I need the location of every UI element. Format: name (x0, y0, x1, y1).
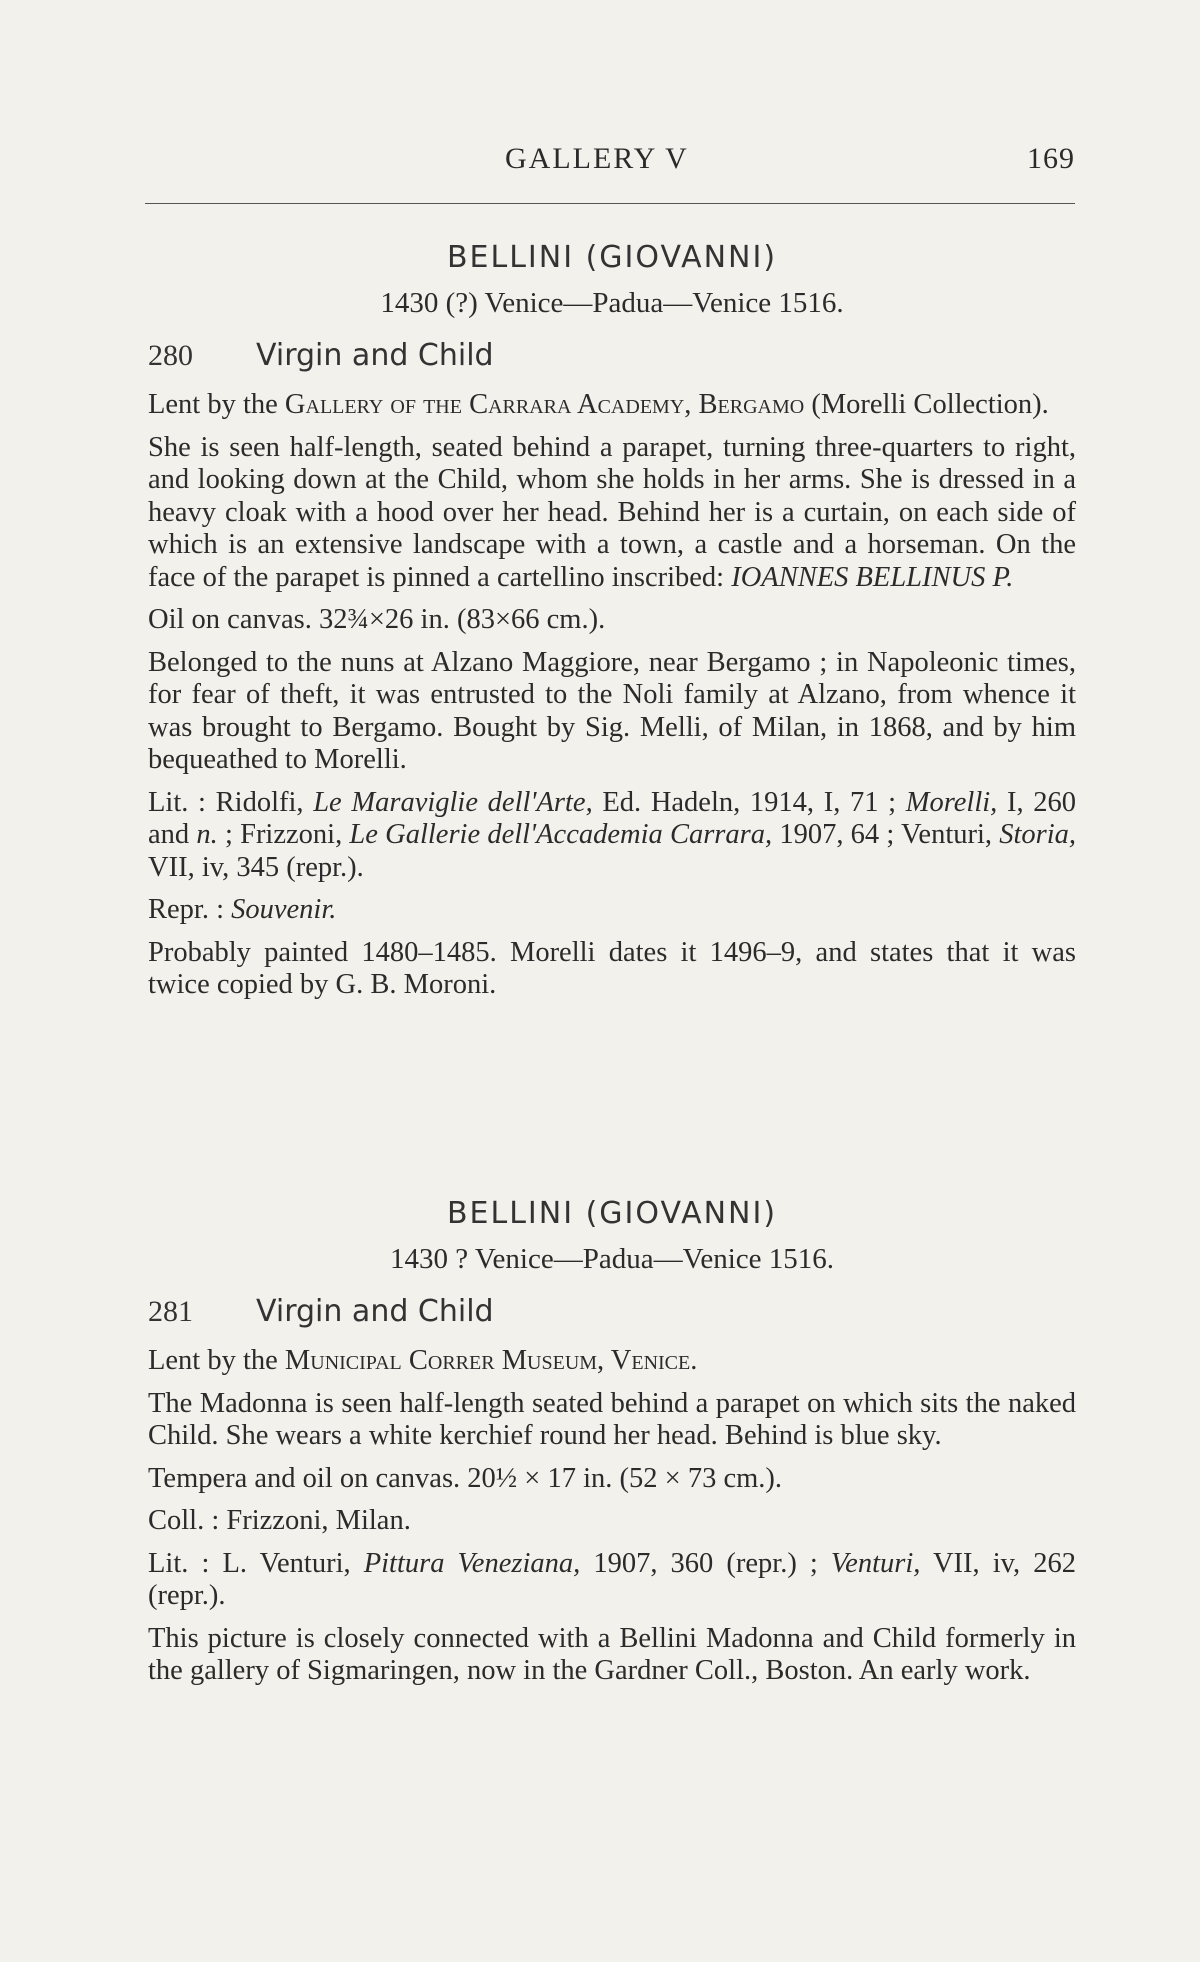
medium-dimensions: Tempera and oil on canvas. 20½ × 17 in. (52 × 73 cm.). (148, 1462, 783, 1494)
artist-dates: 1430 (?) Venice—Padua—Venice 1516. (380, 287, 844, 319)
lender-name: Municipal Correr Museum, Venice. (284, 1345, 698, 1376)
coll-label: Coll. : (148, 1505, 220, 1536)
work-title: Virgin and Child (256, 1294, 494, 1329)
work-title: Virgin and Child (256, 338, 494, 373)
description-text: She is seen half-length, seated behind a parapet, turning three-quarters to right, and looking down at the Child, whom she holds in her arms. She is dressed in a heavy cloak with a hood over her head. Behind her is a curtain, on each side of which is an extensive landscape with a town, a castle and a horseman. On the face of the parapet is pinned a cartellino inscribed: (148, 431, 1076, 593)
repr-value: Souvenir. (231, 894, 337, 925)
lit-title: Pittura Veneziana, (363, 1547, 581, 1579)
lit-text: VII, iv, 262 (repr.). (148, 1547, 1077, 1611)
literature (148, 1548, 1076, 1613)
artist-name: BELLINI (GIOVANNI) (446, 240, 778, 275)
gallery-title: GALLERY V (505, 142, 689, 175)
lit-title: Morelli, (905, 786, 998, 818)
lit-text: L. Venturi, (222, 1547, 351, 1579)
lent-prefix: Lent by the (148, 1345, 278, 1376)
catalogue-entry-280 (148, 240, 1076, 1012)
artist-dates: 1430 ? Venice—Padua—Venice 1516. (389, 1243, 835, 1275)
lit-text: Ridolfi, (215, 786, 304, 818)
medium-dimensions: Oil on canvas. 32¾×26 in. (83×66 cm.). (148, 604, 606, 635)
lit-title: Le Maraviglie dell'Arte, (313, 786, 593, 818)
work-heading (148, 1294, 1076, 1329)
lit-label: Lit. : (148, 786, 206, 818)
lit-title: Venturi, (830, 1547, 921, 1579)
catalogue-number: 280 (148, 339, 193, 372)
lit-label: Lit. : (148, 1547, 210, 1579)
literature (148, 787, 1076, 885)
lit-text: I, 260 and (148, 786, 1077, 850)
lender-line (148, 389, 1076, 422)
lent-prefix: Lent by the (148, 389, 278, 420)
lit-text: VII, iv, 345 (repr.). (148, 851, 364, 883)
header-rule (145, 203, 1075, 204)
reproduction (148, 894, 1076, 927)
lender-suffix: (Morelli Collection). (811, 389, 1049, 420)
lit-title: n. (196, 819, 218, 850)
artist-name: BELLINI (GIOVANNI) (446, 1196, 778, 1231)
page-number: 169 (1027, 142, 1075, 175)
coll-value: Frizzoni, Milan. (226, 1505, 411, 1536)
lit-text: ; Frizzoni, (224, 819, 343, 850)
dating-note: Probably painted 1480–1485. Morelli dates it 1496–9, and states that it was twice copied by G. B. Moroni. (148, 936, 1076, 1000)
collection (148, 1505, 1076, 1538)
running-header (145, 142, 1075, 182)
inscription: IOANNES BELLINUS P. (731, 561, 1014, 593)
catalogue-entry-281 (148, 1196, 1076, 1698)
lit-text: Ed. Hadeln, 1914, I, 71 ; (602, 786, 897, 818)
description (148, 432, 1076, 595)
lit-text: 1907, 64 ; Venturi, (779, 819, 993, 850)
connection-note: This picture is closely connected with a Bellini Madonna and Child formerly in the gallery of Sigmaringen, now in the Gardner Coll., Boston. An early work. (148, 1622, 1076, 1686)
provenance: Belonged to the nuns at Alzano Maggiore, near Bergamo ; in Napoleonic times, for fear of theft, it was entrusted to the Noli family at Alzano, from whence it was brought to Bergamo. Bought by Sig. Melli, of Milan, in 1868, and by him bequeathed to Morelli. (148, 646, 1076, 775)
lit-title: Storia, (999, 819, 1077, 850)
description: The Madonna is seen half-length seated behind a parapet on which sits the naked Child. She wears a white kerchief round her head. Behind is blue sky. (148, 1387, 1076, 1451)
lender-line (148, 1345, 1076, 1378)
lit-title: Le Gallerie dell'Accademia Carrara, (349, 819, 773, 850)
lender-name: Gallery of the Carrara Academy, Bergamo (284, 389, 805, 420)
repr-label: Repr. : (148, 894, 224, 925)
work-heading (148, 338, 1076, 373)
catalogue-number: 281 (148, 1295, 193, 1328)
lit-text: 1907, 360 (repr.) ; (593, 1547, 818, 1579)
